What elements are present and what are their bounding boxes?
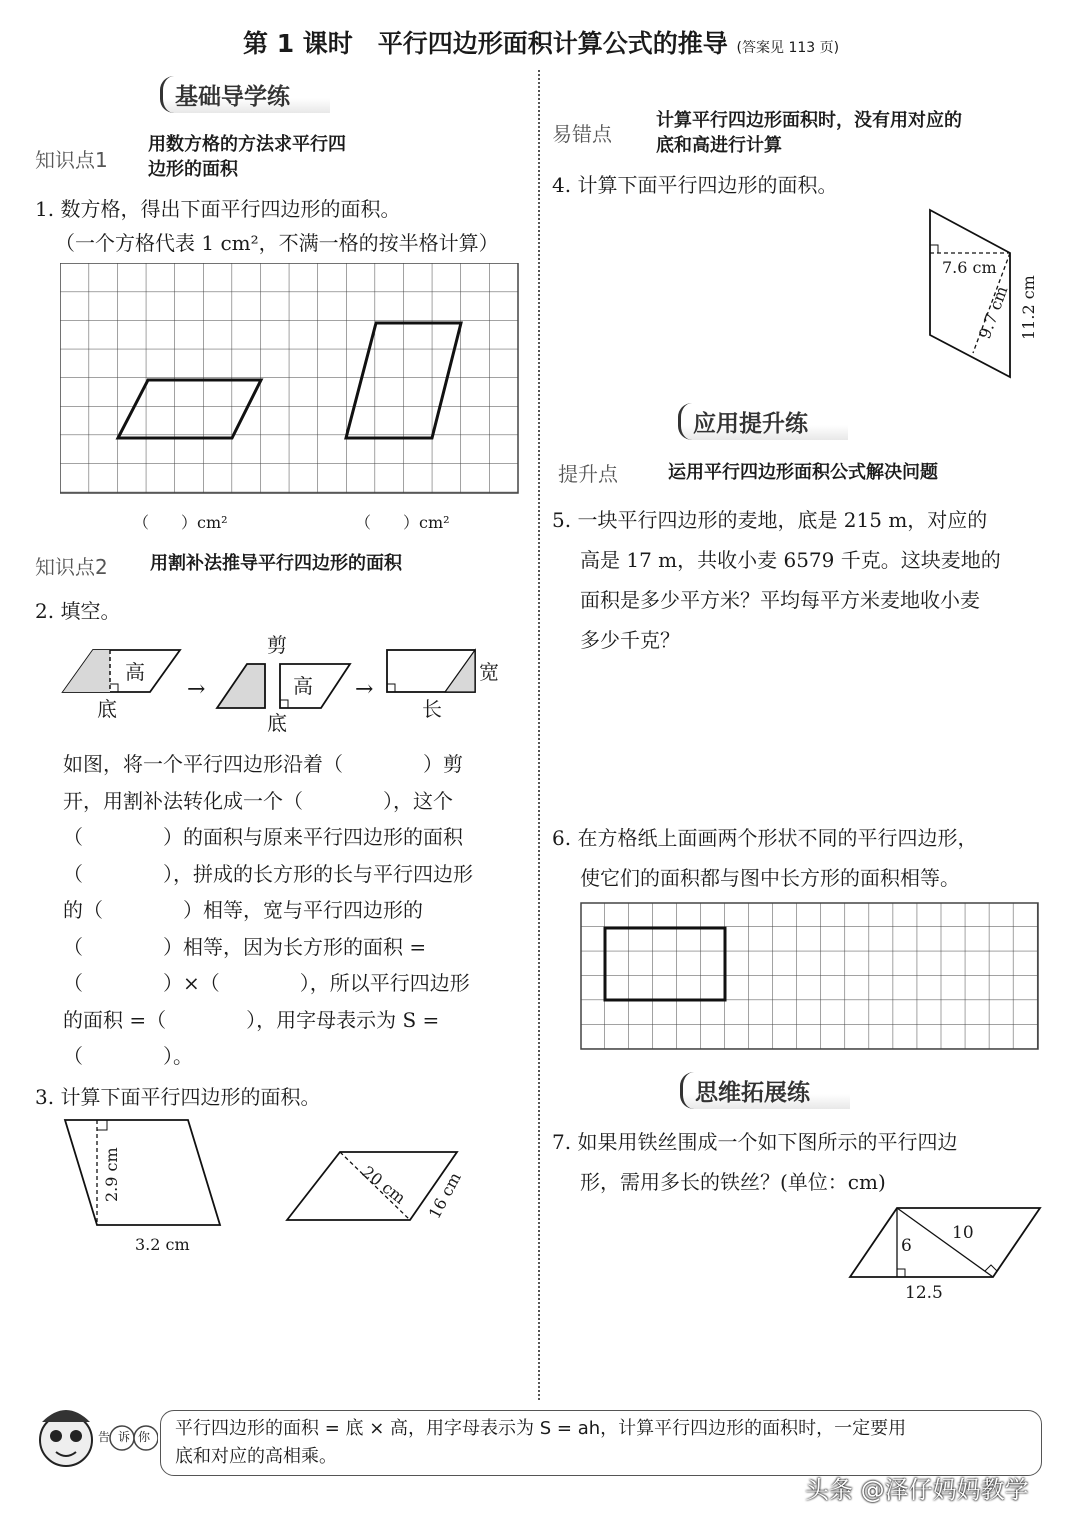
kp1-text-line1: 用数方格的方法求平行四: [148, 134, 346, 155]
q7-figure: [845, 1200, 1045, 1305]
q2-label-jian: 剪: [267, 633, 287, 657]
kp1-tag: 知识点1: [35, 148, 108, 172]
q2-line: （ ）×（ ），所以平行四边形: [63, 971, 470, 995]
q4-head: 4. 计算下面平行四边形的面积。: [552, 173, 838, 197]
q7-text: [552, 1122, 957, 1202]
up-text: 运用平行四边形面积公式解决问题: [668, 462, 938, 483]
err-text: [656, 108, 962, 158]
q6-line: 使它们的面积都与图中长方形的面积相等。: [580, 866, 960, 890]
q2-line: 开，用割补法转化成一个（ ），这个: [63, 788, 453, 813]
q2-label-gao-1: 高: [125, 660, 145, 684]
q2-head: 2. 填空。: [35, 599, 121, 623]
banner-apply: 应用提升练: [678, 403, 848, 440]
q2-line: （ ）的面积与原来平行四边形的面积: [63, 825, 463, 849]
answer-page-note: (答案见 113 页): [736, 40, 840, 56]
up-tag: 提升点: [558, 462, 618, 486]
q2-arrow-1: →: [187, 677, 206, 702]
q2-label-gao-2: 高: [293, 674, 313, 698]
q2-cut-diagram: [55, 630, 525, 740]
q7-label-s: 10: [952, 1223, 974, 1243]
q1-answer-blank-2: （ ）cm²: [355, 513, 450, 532]
q2-label-chang: 长: [422, 697, 442, 721]
q2-fill-text: [63, 746, 473, 1075]
err-tag: 易错点: [552, 122, 612, 146]
err-text-line2: 底和高进行计算: [656, 135, 782, 156]
column-divider: [538, 70, 540, 1400]
q1-line2: （一个方格代表 1 cm²，不满一格的按半格计算）: [55, 231, 499, 255]
tip-box: [160, 1410, 1042, 1476]
q4-label-b: 9.7 cm: [974, 283, 1012, 342]
kp2-text: 用割补法推导平行四边形的面积: [150, 553, 402, 574]
q5-line: 5. 一块平行四边形的麦地，底是 215 m，对应的: [552, 508, 988, 532]
q3-side-label: 16 cm: [424, 1169, 465, 1222]
q4-label-c: 11.2 cm: [1019, 275, 1038, 340]
q3-figures: [55, 1110, 475, 1260]
q2-line: 如图，将一个平行四边形沿着（ ）剪: [63, 752, 463, 776]
q2-label-kuan: 宽: [479, 660, 499, 684]
kp1-text: [148, 132, 346, 182]
q2-label-di-1: 底: [97, 697, 117, 721]
q3-diag-label: 20 cm: [358, 1162, 410, 1208]
tip-badge: 告诉你: [98, 1430, 159, 1444]
banner-extend: 思维拓展练: [680, 1072, 850, 1109]
q1-line1: 1. 数方格，得出下面平行四边形的面积。: [35, 197, 401, 221]
q6-line: 6. 在方格纸上面画两个形状不同的平行四边形，: [552, 826, 978, 850]
q5-line: 高是 17 m，共收小麦 6579 千克。这块麦地的: [580, 548, 1001, 572]
err-text-line1: 计算平行四边形面积时，没有用对应的: [656, 110, 962, 131]
q2-arrow-2: →: [355, 677, 374, 702]
q2-line: （ ），拼成的长方形的长与平行四边形: [63, 861, 473, 886]
q6-grid: [580, 902, 1040, 1052]
tip-line2: 底和对应的高相乘。: [175, 1446, 337, 1467]
kp2-tag: 知识点2: [35, 555, 108, 579]
q2-line: 的（ ）相等，宽与平行四边形的: [63, 898, 423, 922]
tip-line1: 平行四边形的面积 = 底 × 高，用字母表示为 S = ah，计算平行四边形的面积时，一定要用: [175, 1418, 907, 1439]
q5-line: 多少千克？: [580, 628, 680, 652]
kp1-text-line2: 边形的面积: [148, 159, 238, 180]
banner-basic: 基础导学练: [160, 76, 330, 113]
title-text: 第 1 课时 平行四边形面积计算公式的推导: [243, 29, 728, 58]
page-title: [243, 24, 839, 60]
q3-height-label: 2.9 cm: [102, 1147, 121, 1202]
q7-line: 7. 如果用铁丝围成一个如下图所示的平行四边: [552, 1130, 958, 1154]
q3-head: 3. 计算下面平行四边形的面积。: [35, 1085, 321, 1109]
q2-label-di-2: 底: [267, 711, 287, 735]
q4-figure: [910, 205, 1040, 385]
q3-base-label: 3.2 cm: [135, 1235, 190, 1254]
q1-grid: [60, 263, 520, 495]
q6-text: [552, 818, 977, 898]
q2-line: （ ）相等，因为长方形的面积 =: [63, 934, 427, 959]
q2-line: （ ）。: [63, 1044, 193, 1068]
q7-label-b: 12.5: [905, 1283, 943, 1303]
q5-text: [552, 500, 1001, 660]
q7-line: 形，需用多长的铁丝？(单位：cm): [580, 1170, 886, 1194]
q4-label-a: 7.6 cm: [942, 258, 997, 277]
q2-line: 的面积 =（ ），用字母表示为 S =: [63, 1007, 440, 1032]
q5-line: 面积是多少平方米？平均每平方米麦地收小麦: [580, 588, 980, 612]
q1-answer-blank-1: （ ）cm²: [133, 513, 228, 532]
watermark: 头条 @泽仔妈妈教学: [805, 1476, 1029, 1504]
q7-label-h: 6: [901, 1236, 912, 1256]
